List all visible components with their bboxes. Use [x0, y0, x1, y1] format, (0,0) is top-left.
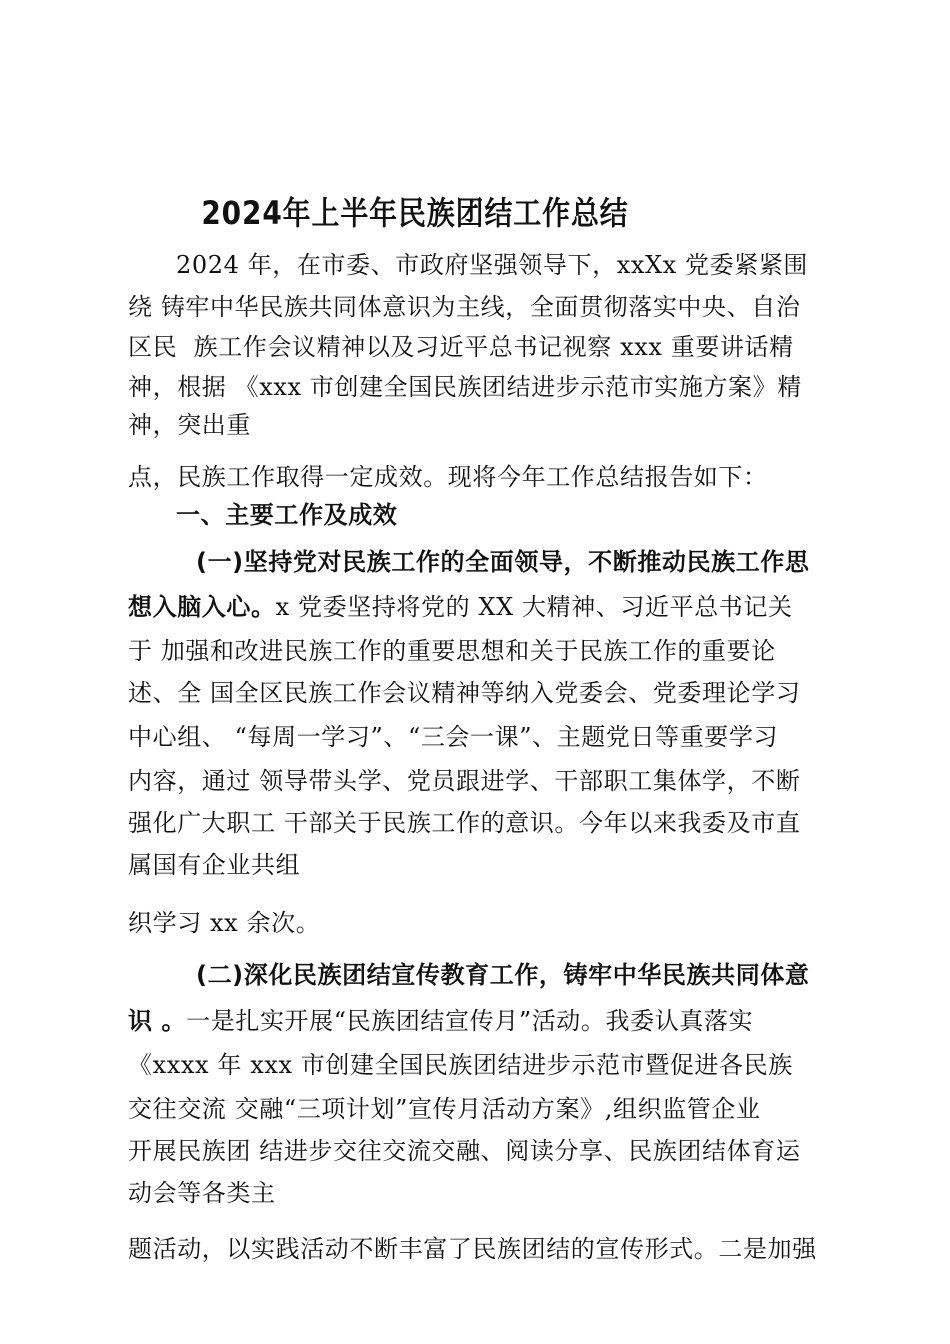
paragraph-line: 中心组、 “每周一学习”、“三会一课”、主题党日等重要学习 [128, 723, 779, 751]
paragraph-line: 题活动，以实践活动不断丰富了民族团结的宣传形式。二是加强 [128, 1235, 817, 1263]
item-heading-continued: 想入脑入心。 [128, 593, 276, 621]
paragraph-line: 《xxxx 年 xxx 市创建全国民族团结进步示范市暨促进各民族 [128, 1051, 793, 1079]
paragraph-line: 区民 族工作会议精神以及习近平总书记视察 xxx 重要讲话精 [128, 333, 794, 361]
paragraph-line [128, 590, 793, 624]
paragraph-line: 织学习 xx 余次。 [128, 909, 321, 937]
paragraph-line: 内容，通过 领导带头学、党员跟进学、干部职工集体学，不断 [128, 767, 801, 795]
paragraph-line: 交往交流 交融“三项计划”宣传月活动方案》,组织监管企业 [128, 1095, 761, 1123]
paragraph-line: 神，突出重 [128, 411, 251, 439]
paragraph-line: 神，根据 《xxx 市创建全国民族团结进步示范市实施方案》精 [128, 373, 802, 401]
paragraph-line: 强化广大职工 干部关于民族工作的意识。今年以来我委及市直 [128, 809, 801, 837]
paragraph-text: 一是扎实开展“民族团结宣传月”活动。我委认真落实 [186, 1007, 754, 1035]
paragraph-line: 绕 铸牢中华民族共同体意识为主线，全面贯彻落实中央、自治 [128, 293, 801, 321]
document-title: 2024年上半年民族团结工作总结 [201, 194, 629, 232]
item-heading: (二)深化民族团结宣传教育工作，铸牢中华民族共同体意 [196, 961, 810, 989]
paragraph-line: 于 加强和改进民族工作的重要思想和关于民族工作的重要论 [128, 637, 776, 665]
paragraph-line: 2024 年，在市委、市政府坚强领导下，xxXx 党委紧紧围 [176, 251, 809, 279]
paragraph-line: 述、全 国全区民族工作会议精神等纳入党委会、党委理论学习 [128, 679, 801, 707]
item-heading: (一)坚持党对民族工作的全面领导，不断推动民族工作思 [196, 548, 810, 576]
paragraph-text: x 党委坚持将党的 XX 大精神、习近平总书记关 [275, 593, 793, 621]
paragraph-line: 点，民族工作取得一定成效。现将今年工作总结报告如下： [128, 463, 768, 491]
paragraph-line: 属国有企业共组 [128, 851, 301, 879]
paragraph-line: 开展民族团 结进步交往交流交融、阅读分享、民族团结体育运 [128, 1137, 801, 1165]
paragraph-line: 动会等各类主 [128, 1179, 276, 1207]
section-heading: 一、主要工作及成效 [176, 501, 398, 529]
item-heading-continued: 识 。 [128, 1007, 187, 1035]
paragraph-line [128, 1004, 753, 1038]
